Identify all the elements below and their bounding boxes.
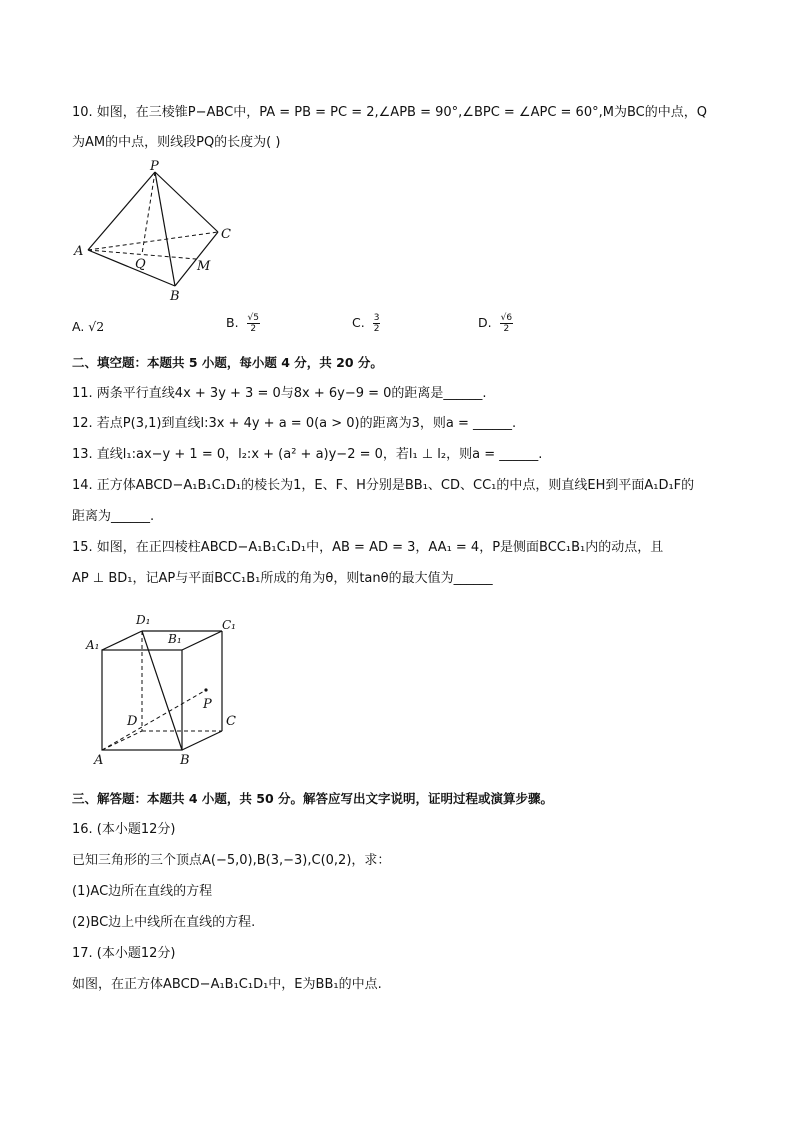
option-d-den: 2 <box>503 324 510 334</box>
label-B1: B₁ <box>168 632 182 646</box>
q11: 11. 两条平行直线4x + 3y + 3 = 0与8x + 6y−9 = 0的距离是______. <box>72 386 487 401</box>
option-d[interactable] <box>478 313 513 334</box>
section2-heading: 二、填空题：本题共 5 小题，每小题 4 分，共 20 分。 <box>72 355 383 370</box>
q15-line2: AP ⊥ BD₁，记AP与平面BCC₁B₁所成的角为θ，则tanθ的最大值为______ <box>72 571 493 586</box>
option-c-num: 3 <box>373 313 380 323</box>
q13: 13. 直线l₁:ax−y + 1 = 0，l₂:x + (a² + a)y−2 = 0，若l₁ ⊥ l₂，则a = ______. <box>72 447 543 462</box>
label-D1: D₁ <box>136 613 151 627</box>
option-b-den: 2 <box>250 324 257 334</box>
q12: 12. 若点P(3,1)到直线l:3x + 4y + a = 0(a > 0)的距离为3，则a = ______. <box>72 416 517 431</box>
q10-line1: 10. 如图，在三棱锥P−ABC中，PA = PB = PC = 2,∠APB = 90°,∠BPC = ∠APC = 60°,M为BC的中点，Q <box>72 105 707 120</box>
q17-head: 17. (本小题12分) <box>72 946 176 961</box>
q10-line2: 为AM的中点，则线段PQ的长度为( ) <box>72 135 281 150</box>
option-c[interactable] <box>352 313 380 334</box>
q14-line1: 14. 正方体ABCD−A₁B₁C₁D₁的棱长为1，E、F、H分别是BB₁、CD、CC₁的中点，则直线EH到平面A₁D₁F的 <box>72 478 695 493</box>
tetrahedron-figure <box>70 160 240 305</box>
label-C1: C₁ <box>222 618 236 632</box>
label-B: B <box>170 289 180 304</box>
option-b[interactable] <box>226 313 260 334</box>
label-M: M <box>197 259 211 274</box>
option-a-value: √2 <box>88 319 105 334</box>
label-A: A <box>74 244 84 259</box>
prism-figure <box>84 612 254 770</box>
option-a[interactable] <box>72 319 104 334</box>
label-B: B <box>180 753 190 768</box>
label-P: P <box>150 159 159 174</box>
label-P: P <box>203 697 212 712</box>
q14-line2: 距离为______. <box>72 509 155 524</box>
section3-heading: 三、解答题：本题共 4 小题，共 50 分。解答应写出文字说明，证明过程或演算步骤。 <box>72 791 554 806</box>
label-C: C <box>221 227 231 242</box>
label-D: D <box>127 714 138 729</box>
q15-line1: 15. 如图，在正四棱柱ABCD−A₁B₁C₁D₁中，AB = AD = 3，AA₁ = 4，P是侧面BCC₁B₁内的动点，且 <box>72 540 664 555</box>
q16-stem: 已知三角形的三个顶点A(−5,0),B(3,−3),C(0,2)，求： <box>72 853 391 868</box>
option-c-den: 2 <box>373 324 380 334</box>
option-d-label: D. <box>478 315 492 330</box>
label-Q: Q <box>135 257 146 272</box>
label-A1: A₁ <box>86 638 100 652</box>
option-d-num: √6 <box>500 313 513 323</box>
option-b-label: B. <box>226 315 239 330</box>
q16-part2: (2)BC边上中线所在直线的方程. <box>72 915 256 930</box>
option-a-label: A. <box>72 319 85 334</box>
q16-head: 16. (本小题12分) <box>72 822 176 837</box>
option-b-num: √5 <box>247 313 260 323</box>
q17-stem: 如图，在正方体ABCD−A₁B₁C₁D₁中，E为BB₁的中点. <box>72 977 382 992</box>
q16-part1: (1)AC边所在直线的方程 <box>72 884 213 899</box>
label-C: C <box>226 714 236 729</box>
option-c-label: C. <box>352 315 365 330</box>
label-A: A <box>94 753 104 768</box>
